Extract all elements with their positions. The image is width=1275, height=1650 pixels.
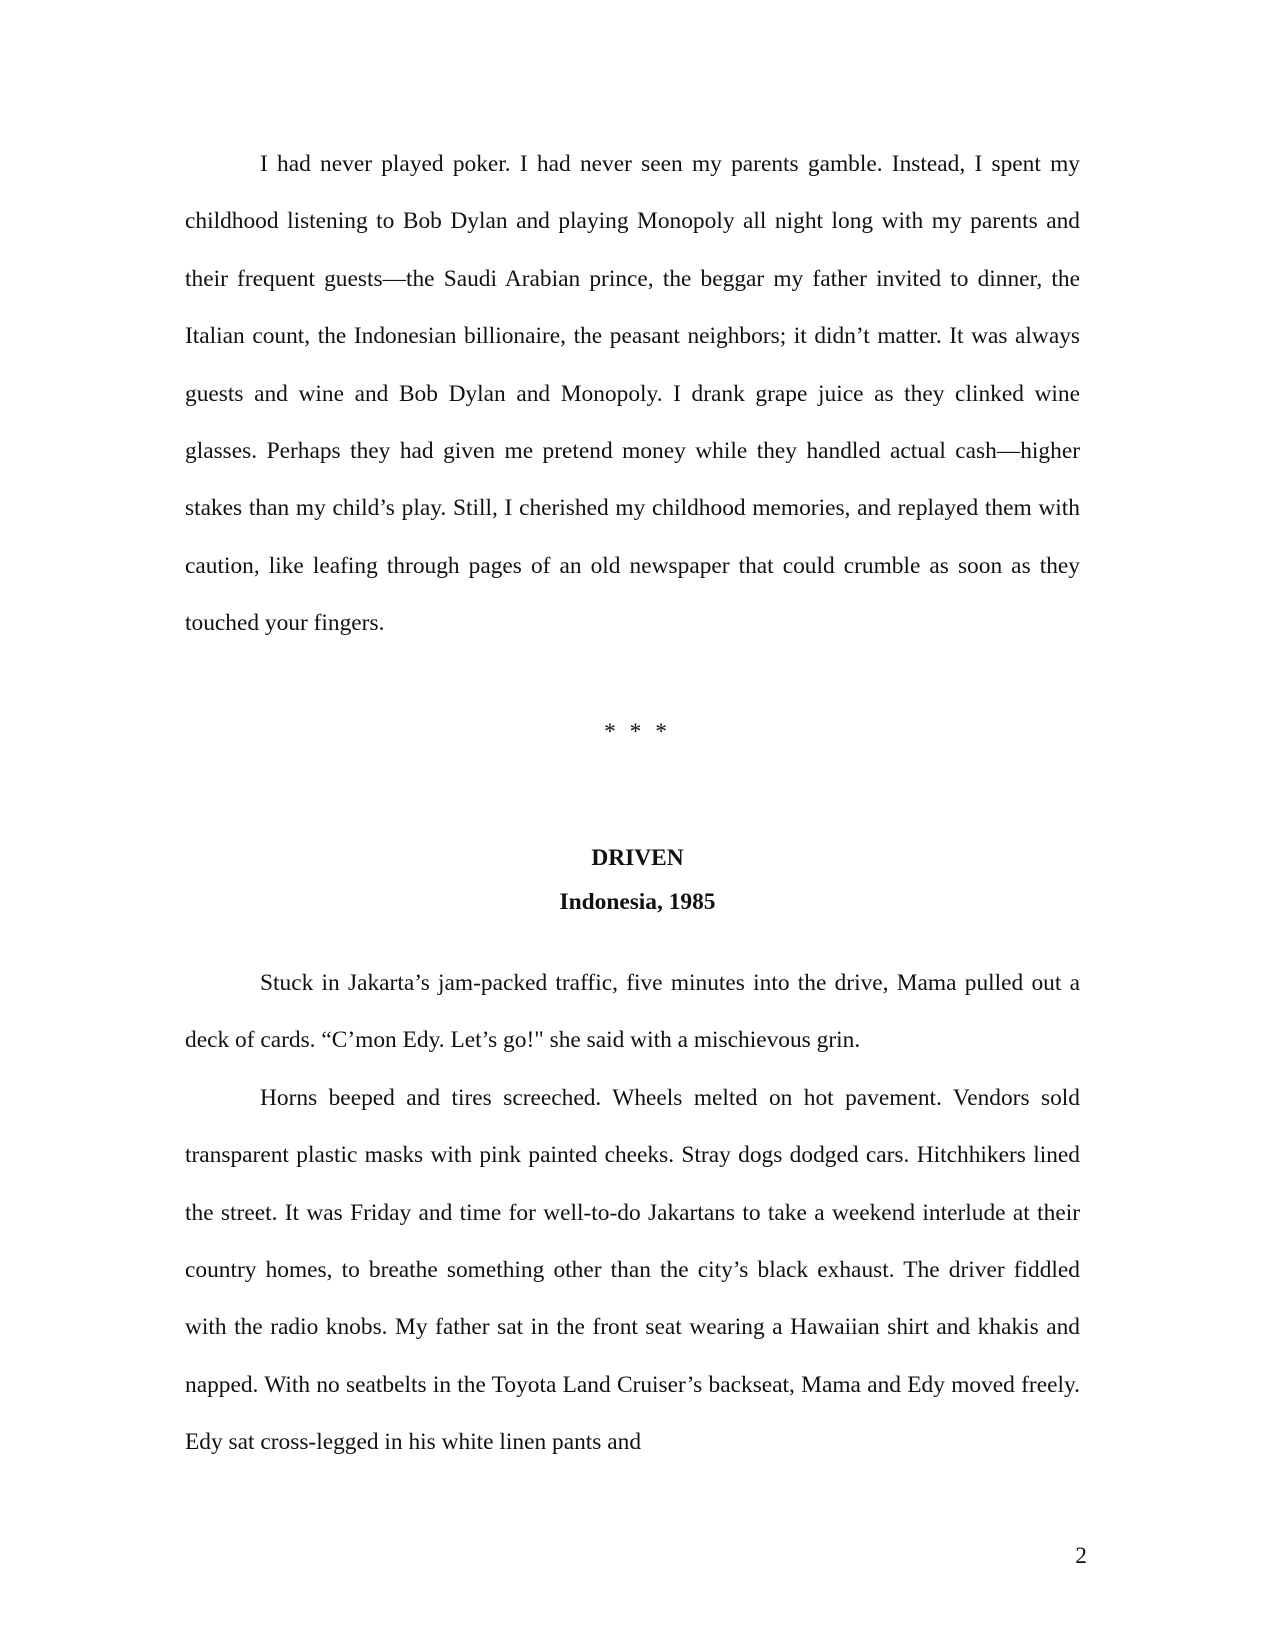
paragraph: Horns beeped and tires screeched. Wheels melted on hot pavement. Vendors sold transparent plastic masks with pink painted cheeks. Stray dogs dodged cars. Hitchhikers lined the street. It was Friday and time for well-to-do Jakartans to take a weekend interlude at their country homes, to breathe something other than the city’s black exhaust. The driver fiddled with the radio knobs. My father sat in the front seat wearing a Hawaiian shirt and khakis and napped. With no seatbelts in the Toyota Land Cruiser’s backseat, Mama and Edy moved freely. Edy sat cross-legged in his white linen pants and bbox=[185, 1084, 1080, 1456]
page-number: 2 bbox=[1075, 1543, 1087, 1569]
chapter-subtitle: Indonesia, 1985 bbox=[559, 889, 716, 915]
paragraph: I had never played poker. I had never seen my parents gamble. Instead, I spent my childhood listening to Bob Dylan and playing Monopoly all night long with my parents and their frequent guests—the Saudi Arabian prince, the beggar my father invited to dinner, the Italian count, the Indonesian billionaire, the peasant neighbors; it didn’t matter. It was always guests and wine and Bob Dylan and Monopoly. I drank grape juice as they clinked wine glasses. Perhaps they had given me pretend money while they handled actual cash—higher stakes than my child’s play. Still, I cherished my childhood memories, and replayed them with caution, like leafing through pages of an old newspaper that could crumble as soon as they touched your fingers. bbox=[185, 151, 1080, 637]
section-break: * * * bbox=[604, 719, 671, 745]
paragraph: Stuck in Jakarta’s jam-packed traffic, five minutes into the drive, Mama pulled out a deck of cards. “C’mon Edy. Let’s go!" she said with a mischievous grin. bbox=[185, 970, 1080, 1054]
chapter-title: DRIVEN bbox=[591, 845, 684, 871]
body-section-two bbox=[185, 955, 1080, 1472]
body-section-one bbox=[185, 136, 1080, 653]
